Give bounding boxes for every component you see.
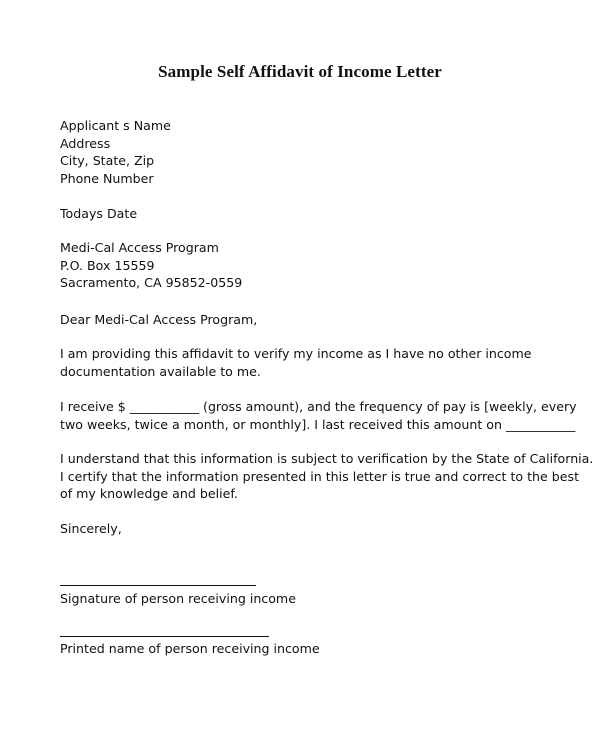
date-block [60, 205, 550, 223]
salutation: Dear Medi-Cal Access Program, [60, 312, 258, 327]
paragraph-1-line-1: I am providing this affidavit to verify my income as I have no other income [60, 346, 532, 361]
document-title: Sample Self Affidavit of Income Letter [158, 62, 442, 81]
applicant-name: Applicant s Name [60, 118, 171, 133]
paragraph-1 [60, 345, 550, 380]
printed-name-label: Printed name of person receiving income [60, 641, 320, 656]
applicant-address: Address [60, 135, 111, 151]
date-line: Todays Date [60, 206, 138, 221]
paragraph-2-line-2: two weeks, twice a month, or monthly]. I last received this amount on ___________ [60, 416, 576, 432]
paragraph-3-line-1: I understand that this information is subject to verification by the State of California. [60, 451, 594, 466]
closing: Sincerely, [60, 521, 122, 536]
paragraph-3-line-3: of my knowledge and belief. [60, 486, 238, 501]
printed-name-line [60, 636, 269, 637]
recipient-block [60, 239, 550, 292]
paragraph-2-line-1: I receive $ ___________ (gross amount), and the frequency of pay is [weekly, every [60, 399, 577, 414]
paragraph-1-line-2: documentation available to me. [60, 363, 261, 379]
recipient-po-box: P.O. Box 15559 [60, 257, 155, 273]
signature-label: Signature of person receiving income [60, 591, 296, 606]
recipient-name: Medi-Cal Access Program [60, 240, 219, 255]
salutation-block [60, 311, 550, 329]
signature-line [60, 585, 256, 586]
applicant-city-state-zip: City, State, Zip [60, 153, 155, 168]
recipient-city: Sacramento, CA 95852-0559 [60, 275, 243, 290]
closing-block [60, 520, 550, 538]
paragraph-3 [60, 450, 594, 503]
applicant-block [60, 117, 550, 187]
paragraph-2 [60, 398, 577, 433]
printed-name-label-block [60, 640, 550, 658]
signature-label-block [60, 590, 550, 608]
applicant-phone: Phone Number [60, 170, 154, 186]
paragraph-3-line-2: I certify that the information presented in this letter is true and correct to the best [60, 468, 580, 484]
